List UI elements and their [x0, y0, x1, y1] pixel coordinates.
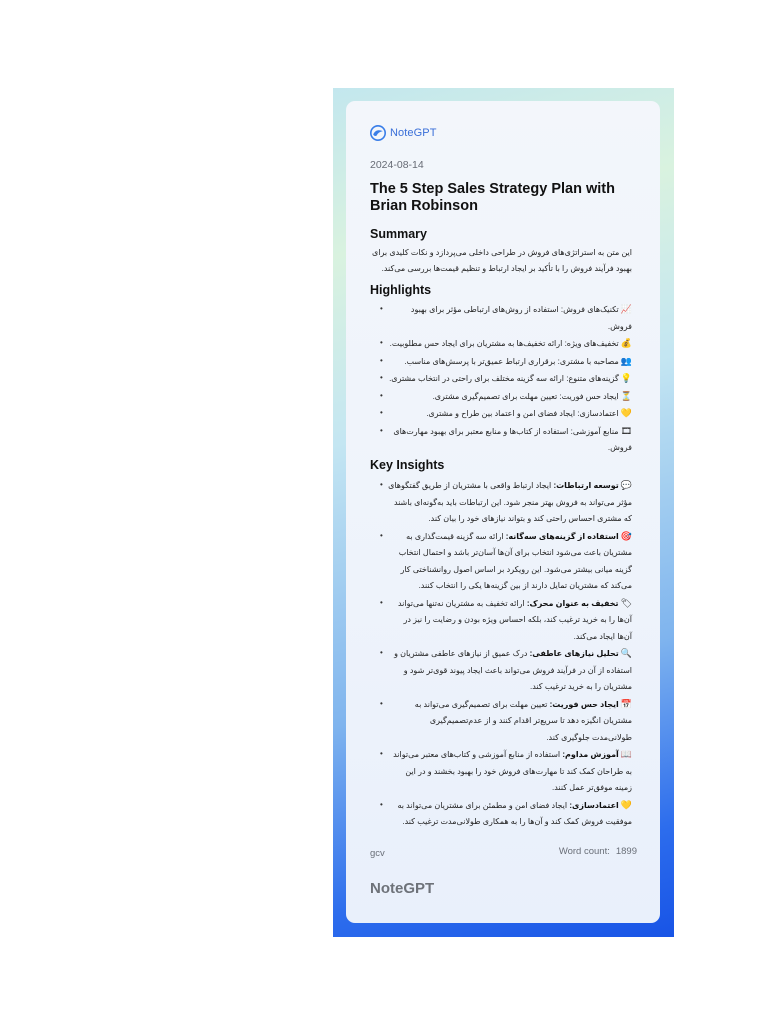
list-item [370, 388, 632, 406]
bullet-marker: • [380, 799, 383, 809]
list-item-text [370, 595, 632, 646]
target-icon: 🎯 [620, 530, 632, 541]
hourglass-icon: ⏳ [620, 390, 632, 401]
brand-footer: NoteGPT [370, 880, 435, 897]
word-count-value: 1899 [615, 846, 637, 857]
item-text: منابع آموزشی: استفاده از کتاب‌ها و منابع معتبر برای بهبود مهارت‌های فروش. [393, 426, 632, 452]
word-count-label: Word count: [558, 846, 610, 857]
list-item [370, 370, 632, 388]
footer-user: gcv [370, 848, 385, 859]
bullet-marker: • [380, 373, 383, 382]
list-item [370, 405, 632, 423]
logo-text: NoteGPT [390, 127, 437, 139]
list-item-text [370, 353, 632, 371]
insight-lead: توسعه ارتباطات: [553, 481, 619, 490]
bullet-marker: • [380, 530, 383, 540]
summary-text: این متن به استراتژی‌های فروش در طراحی داخلی می‌پردازد و نکات کلیدی برای بهبود فرآیند فروش را با تأکید بر ایجاد ارتباط و تنظیم قیمت‌ها بررسی می‌کند. [371, 248, 632, 273]
item-text: گزینه‌های متنوع: ارائه سه گزینه مختلف برای راحتی در انتخاب مشتری. [389, 374, 619, 383]
list-item-text [370, 477, 632, 528]
list-item [370, 353, 632, 371]
money-bag-icon: 💰 [620, 338, 632, 348]
list-item [370, 423, 632, 457]
list-item [370, 797, 632, 831]
list-item-text [370, 405, 632, 423]
insight-lead: تحلیل نیازهای عاطفی: [529, 649, 619, 658]
bullet-marker: • [380, 408, 383, 417]
heart-icon: 💛 [620, 799, 632, 810]
bullet-marker: • [380, 304, 383, 313]
note-card [346, 101, 660, 923]
list-item-text [370, 370, 632, 388]
list-item-text [370, 797, 632, 831]
key-insights-heading: Key Insights [370, 458, 445, 472]
list-item [370, 335, 632, 353]
item-text: تکنیک‌های فروش: استفاده از روش‌های ارتباطی مؤثر برای بهبود فروش. [410, 305, 632, 331]
list-item-text [370, 746, 632, 797]
share-card-frame [333, 88, 674, 937]
bullet-marker: • [380, 480, 383, 489]
tag-icon: 🏷 [620, 597, 632, 608]
list-item-text [370, 388, 632, 406]
item-text: اعتمادسازی: ایجاد فضای امن و اعتماد بین طراح و مشتری. [426, 409, 619, 418]
list-item [370, 301, 632, 335]
insight-lead: تخفیف به عنوان محرک: [526, 598, 619, 608]
film-icon: 🎞 [620, 425, 632, 436]
insight-lead: استفاده از گزینه‌های سه‌گانه: [505, 531, 619, 541]
bullet-marker: • [380, 425, 383, 435]
item-text: ارائه تخفیف به مشتریان نه‌تنها می‌تواند آن‌ها را به خرید ترغیب کند، بلکه احساس ویژه بودن و رضایت را نیز در آن‌ها ایجاد می‌کند. [397, 598, 632, 641]
logo [370, 125, 437, 141]
insight-lead: ایجاد حس فوریت: [549, 699, 619, 709]
list-item-text [370, 335, 632, 353]
bullet-marker: • [380, 355, 383, 365]
item-text: ایجاد فضای امن و مطمئن برای مشتریان می‌تواند به موفقیت فروش کمک کند و آن‌ها را به همکاری طولانی‌مدت ترغیب کند. [397, 800, 632, 826]
list-item [370, 528, 632, 595]
calendar-icon: 📅 [620, 698, 632, 709]
list-item-text [370, 696, 632, 747]
list-item-text [370, 423, 632, 457]
note-date: 2024-08-14 [370, 159, 424, 171]
bullet-marker: • [380, 390, 383, 400]
list-item [370, 746, 632, 797]
list-item [370, 696, 632, 747]
list-item-text [370, 528, 632, 595]
list-item-text [370, 301, 632, 335]
magnifier-icon: 🔍 [620, 648, 632, 658]
bullet-marker: • [380, 597, 383, 607]
people-icon: 👥 [620, 355, 632, 366]
list-item-text [370, 645, 632, 696]
notegpt-logo-icon [370, 125, 386, 141]
list-item [370, 595, 632, 646]
highlights-heading: Highlights [370, 283, 432, 297]
bullet-marker: • [380, 698, 383, 708]
highlights-list [370, 301, 632, 457]
word-count [553, 846, 637, 857]
bullet-marker: • [380, 338, 383, 347]
item-text: تعیین مهلت برای تصمیم‌گیری می‌تواند به مشتریان انگیزه دهد تا سریع‌تر اقدام کنند و از عدم‌تصمیم‌گیری طولانی‌مدت جلوگیری کند. [414, 699, 632, 742]
list-item [370, 645, 632, 696]
item-text: استفاده از منابع آموزشی و کتاب‌های معتبر می‌تواند به طراحان کمک کند تا مهارت‌های فروش خود را بهبود بخشند و در این زمینه موفق‌تر عمل کنند. [393, 750, 632, 792]
item-text: ارائه سه گزینه قیمت‌گذاری به مشتریان باعث می‌شود انتخاب برای آن‌ها آسان‌تر باشد و احتمال انتخاب گزینه میانی بیشتر می‌شود. این رویکرد بر اساس اصول روانشناختی کار می‌کند که مشتریان تمایل دارند از بین گزینه‌ها یکی را انتخاب کنند. [398, 531, 632, 590]
insight-lead: اعتمادسازی: [569, 800, 619, 810]
chat-icon: 💬 [620, 480, 632, 490]
item-text: درک عمیق از نیازهای عاطفی مشتریان و استفاده از آن در فرآیند فروش می‌تواند باعث ایجاد پیوند قوی‌تر شود و مشتریان را به خرید ترغیب کند. [394, 649, 632, 691]
insight-lead: آموزش مداوم: [562, 750, 619, 759]
key-insights-list [370, 477, 632, 831]
item-text: ایجاد حس فوریت: تعیین مهلت برای تصمیم‌گیری مشتری. [432, 391, 619, 401]
book-icon: 📖 [620, 749, 632, 759]
lightbulb-icon: 💡 [620, 373, 632, 383]
item-text: تخفیف‌های ویژه: ارائه تخفیف‌ها به مشتریان برای ایجاد حس مطلوبیت. [389, 339, 619, 348]
page-title: The 5 Step Sales Strategy Plan with Brian Robinson [370, 181, 615, 214]
heart-icon: 💛 [620, 408, 632, 418]
bullet-marker: • [380, 749, 383, 758]
summary-heading: Summary [370, 227, 427, 241]
bullet-marker: • [380, 648, 383, 657]
chart-icon: 📈 [620, 304, 632, 314]
list-item [370, 477, 632, 528]
item-text: مصاحبه با مشتری: برقراری ارتباط عمیق‌تر با پرسش‌های مناسب. [404, 356, 619, 366]
item-text: ایجاد ارتباط واقعی با مشتریان از طریق گفتگوهای مؤثر می‌تواند به فروش بهتر منجر شود. این ارتباطات باید به‌گونه‌ای باشند که مشتری احساس راحتی کند و بتواند نیازهای خود را بیان کند. [388, 481, 632, 523]
